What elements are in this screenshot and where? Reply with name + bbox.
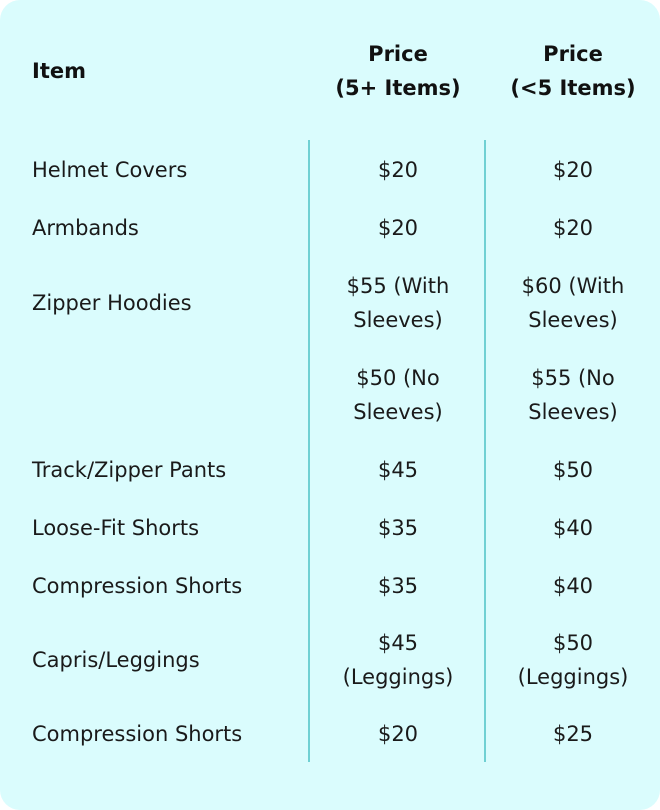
price-5plus: $45 (Leggings)	[342, 631, 454, 689]
item-name: Compression Shorts	[32, 722, 243, 746]
item-name: Zipper Hoodies	[32, 291, 192, 315]
price-5plus: $55 (With Sleeves)	[346, 274, 450, 332]
header-price-under5: Price (<5 Items)	[510, 42, 636, 100]
price-5plus: $45	[377, 458, 419, 482]
price-under5: $40	[552, 516, 594, 540]
price-under5: $20	[552, 216, 594, 240]
price-under5: $20	[552, 158, 594, 182]
price-under5: $50 (Leggings)	[517, 631, 629, 689]
price-under5: $50	[552, 458, 594, 482]
price-5plus: $35	[377, 516, 419, 540]
price-under5: $60 (With Sleeves)	[521, 274, 625, 332]
price-5plus: $20	[377, 216, 419, 240]
item-name: Capris/Leggings	[32, 648, 200, 672]
item-name: Loose-Fit Shorts	[32, 516, 200, 540]
price-under5: $40	[552, 574, 594, 598]
header-item: Item	[32, 59, 86, 83]
item-name: Compression Shorts	[32, 574, 243, 598]
price-under5: $55 (No Sleeves)	[528, 366, 618, 424]
item-name: Helmet Covers	[32, 158, 188, 182]
price-under5: $25	[552, 722, 594, 746]
price-5plus: $50 (No Sleeves)	[353, 366, 443, 424]
price-5plus: $20	[377, 158, 419, 182]
price-5plus: $20	[377, 722, 419, 746]
item-name: Armbands	[32, 216, 139, 240]
item-name: Track/Zipper Pants	[32, 458, 227, 482]
header-price-5plus: Price (5+ Items)	[335, 42, 461, 100]
price-5plus: $35	[377, 574, 419, 598]
